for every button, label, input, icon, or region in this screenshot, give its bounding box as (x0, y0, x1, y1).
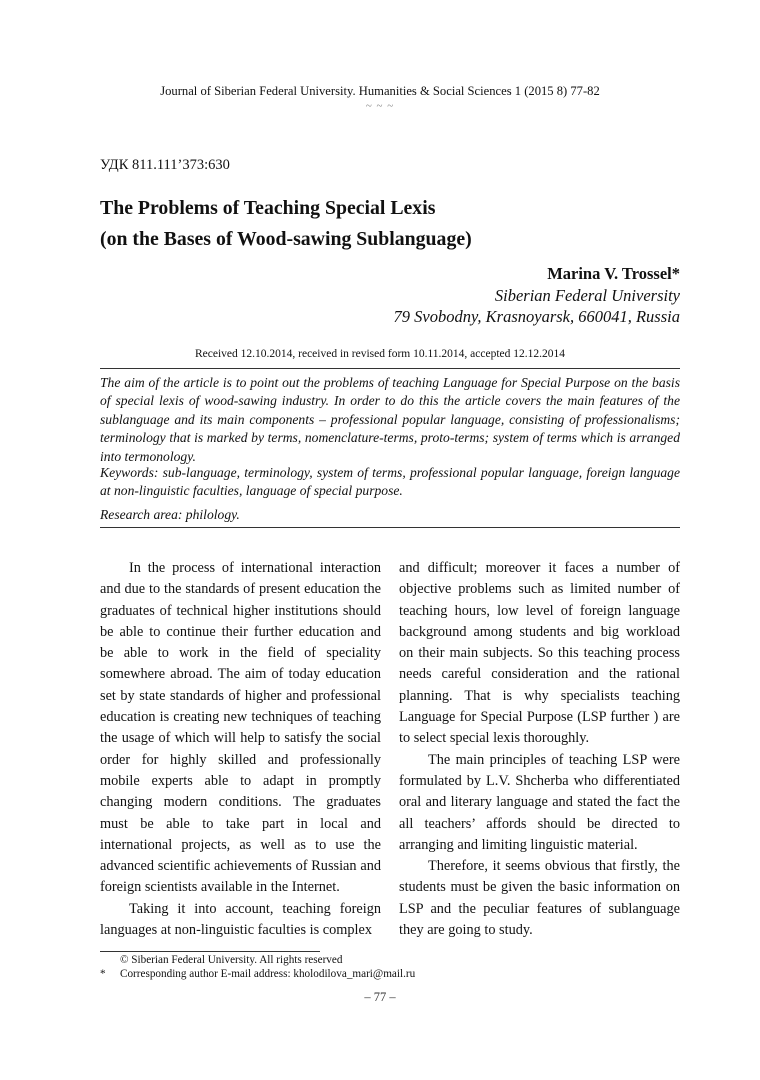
paragraph: Therefore, it seems obvious that firstly, the students must be given the basic information on LSP and the peculiar features of sublanguage they are going to study. (399, 858, 680, 939)
divider-bottom (100, 527, 680, 528)
footnote-text: © Siberian Federal University. All rights reserved (120, 954, 343, 966)
udk-code: УДК 811.111’373:630 (100, 157, 230, 173)
footnotes (100, 953, 415, 982)
divider-top (100, 368, 680, 369)
received-dates: Received 12.10.2014, received in revised form 10.11.2014, accepted 12.12.2014 (194, 348, 566, 360)
paragraph: In the process of international interaction and due to the standards of present education the graduates of technical higher institutions should be able to continue their further education and be able to work in the field of speciality somewhere abroad. The aim of today education set by state standards of higher and professional education is creating new techniques of teaching the usage of which will help to satisfy the social order for highly skilled and professionally mobile experts able to adapt in promptly changing modern conditions. The graduates must be able to take part in local and international projects, as well as to use the advanced scientific achievements of Russian and foreign scientists available in the Internet. (100, 560, 381, 896)
footnote-mark (100, 953, 120, 967)
footnote-copyright (100, 953, 415, 967)
journal-header: Journal of Siberian Federal University. Humanities & Social Sciences 1 (2015 8) 77-82 (160, 84, 600, 98)
article-title (100, 193, 472, 255)
paragraph: The main principles of teaching LSP were formulated by L.V. Shcherba who differentiated oral and literary language and stated the fact the all teachers’ affords should be directed to arranging and limiting linguistic material. (399, 751, 680, 853)
author-name: Marina V. Trossel* (547, 264, 680, 283)
paragraph: and difficult; moreover it faces a number of objective problems such as limited number of teaching hours, low level of foreign language background among students and big workload on their main subjects. So this teaching process needs careful consideration and the rational planning. That is why specialists teaching Language for Special Purpose (LSP further ) are to select special lexis thoroughly. (399, 560, 680, 747)
footnote-corresponding-author (100, 967, 415, 981)
page-number: – 77 – (364, 990, 396, 1004)
paragraph: Taking it into account, teaching foreign languages at non-linguistic faculties is complex (100, 900, 381, 939)
header-ornament: ~ ~ ~ (365, 100, 395, 112)
footnote-text: Corresponding author E-mail address: kholodilova_mari@mail.ru (120, 968, 416, 981)
body-column-left (100, 558, 381, 941)
title-line-2: (on the Bases of Wood-sawing Sublanguage) (100, 228, 472, 250)
author-affiliation: Siberian Federal University (494, 285, 680, 305)
body-column-right (399, 558, 680, 941)
author-block (394, 263, 680, 328)
footnote-divider (100, 951, 320, 952)
footnote-mark: * (100, 968, 106, 981)
keywords: Keywords: sub-language, terminology, system of terms, professional popular language, foreign language at non-linguistic faculties, language of special purpose. (100, 465, 680, 499)
author-address: 79 Svobodny, Krasnoyarsk, 660041, Russia (393, 307, 680, 326)
abstract: The aim of the article is to point out the problems of teaching Language for Special Purpose on the basis of special lexis of wood-sawing industry. In order to do this the article covers the main features of the sublanguage and its main components – professional popular language, consisting of professionalisms; terminology that is marked by terms, nomenclature-terms, proto-terms; system of terms which is arranged into termonology. (100, 375, 680, 464)
title-line-1: The Problems of Teaching Special Lexis (100, 197, 436, 219)
research-area: Research area: philology. (100, 507, 240, 522)
